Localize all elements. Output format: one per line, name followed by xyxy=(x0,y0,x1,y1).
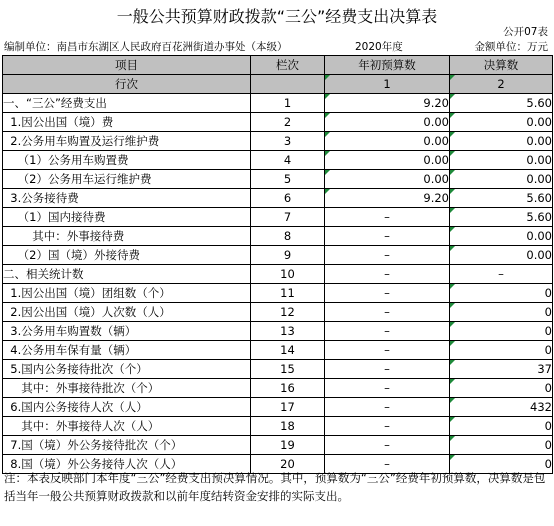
row-item-label[interactable]: 二、相关统计数 xyxy=(3,265,251,284)
table-row xyxy=(3,94,553,113)
row-budget-value[interactable]: 0.00 xyxy=(325,151,450,170)
row-budget-value[interactable]: – xyxy=(325,208,450,227)
row-seq[interactable]: 10 xyxy=(251,265,325,284)
row-item-label[interactable]: （2）公务用车运行维护费 xyxy=(3,170,251,189)
row-budget-value[interactable]: 0.00 xyxy=(325,170,450,189)
row-budget-value[interactable]: – xyxy=(325,455,450,474)
row-actual-value[interactable]: 0 xyxy=(450,341,553,360)
row-seq[interactable]: 17 xyxy=(251,398,325,417)
reporting-unit: 编制单位：南昌市东湖区人民政府百花洲街道办事处（本级） xyxy=(4,41,288,53)
table-body xyxy=(3,94,553,474)
row-item-label[interactable]: 6.国内公务接待人次（人） xyxy=(3,398,251,417)
row-budget-value[interactable]: – xyxy=(325,360,450,379)
table-row xyxy=(3,265,553,284)
row-actual-value[interactable]: 0.00 xyxy=(450,132,553,151)
row-item-label[interactable]: 4.公务用车保有量（辆） xyxy=(3,341,251,360)
report-title: 一般公共预算财政拨款“三公”经费支出决算表 xyxy=(116,7,438,26)
table-row xyxy=(3,227,553,246)
row-actual-value[interactable]: 0 xyxy=(450,436,553,455)
row-actual-value[interactable]: 0.00 xyxy=(450,170,553,189)
table-row xyxy=(3,113,553,132)
row-actual-value[interactable]: 0 xyxy=(450,379,553,398)
header-actual[interactable]: 决算数 xyxy=(450,56,553,75)
row-budget-value[interactable]: – xyxy=(325,436,450,455)
footnote: 注：本表反映部门本年度“三公”经费支出预决算情况。其中，预算数为“三公”经费年初预算数，决算数是包括当年一般公共预算财政拨款和以前年度结转资金安排的实际支出。 xyxy=(4,471,546,503)
row-actual-value[interactable]: 5.60 xyxy=(450,189,553,208)
row-actual-value[interactable]: 0 xyxy=(450,455,553,474)
row-seq[interactable]: 14 xyxy=(251,341,325,360)
row-seq[interactable]: 20 xyxy=(251,455,325,474)
row-item-label[interactable]: （2）国（境）外接待费 xyxy=(3,246,251,265)
header-seq[interactable]: 栏次 xyxy=(251,56,325,75)
table-row xyxy=(3,398,553,417)
row-actual-value[interactable]: 5.60 xyxy=(450,94,553,113)
table-row xyxy=(3,246,553,265)
table-row xyxy=(3,284,553,303)
row-item-label[interactable]: 3.公务接待费 xyxy=(3,189,251,208)
row-actual-value[interactable]: 0 xyxy=(450,322,553,341)
row-item-label[interactable]: （1）国内接待费 xyxy=(3,208,251,227)
header-budget[interactable]: 年初预算数 xyxy=(325,56,450,75)
row-budget-value[interactable]: – xyxy=(325,284,450,303)
row-actual-value[interactable]: 0.00 xyxy=(450,151,553,170)
row-seq[interactable]: 7 xyxy=(251,208,325,227)
row-seq[interactable]: 4 xyxy=(251,151,325,170)
row-actual-value[interactable]: 0 xyxy=(450,303,553,322)
row-item-label[interactable]: 1.因公出国（境）团组数（个） xyxy=(3,284,251,303)
subheader-item[interactable]: 行次 xyxy=(3,75,251,94)
row-item-label[interactable]: 2.公务用车购置及运行维护费 xyxy=(3,132,251,151)
row-seq[interactable]: 13 xyxy=(251,322,325,341)
table-subheader-row xyxy=(3,75,553,94)
expenditure-table xyxy=(2,55,553,474)
row-item-label[interactable]: 2.因公出国（境）人次数（人） xyxy=(3,303,251,322)
table-row xyxy=(3,379,553,398)
row-seq[interactable]: 12 xyxy=(251,303,325,322)
subheader-actual[interactable]: 2 xyxy=(450,75,553,94)
row-budget-value[interactable]: 9.20 xyxy=(325,189,450,208)
row-budget-value[interactable]: – xyxy=(325,322,450,341)
row-item-label[interactable]: 其中：外事接待人次（人） xyxy=(3,417,251,436)
table-row xyxy=(3,417,553,436)
row-budget-value[interactable]: – xyxy=(325,341,450,360)
table-row xyxy=(3,151,553,170)
row-item-label[interactable]: 3.公务用车购置数（辆） xyxy=(3,322,251,341)
row-seq[interactable]: 3 xyxy=(251,132,325,151)
table-header-row xyxy=(3,56,553,75)
table-row xyxy=(3,208,553,227)
row-budget-value[interactable]: – xyxy=(325,246,450,265)
header-item[interactable]: 项目 xyxy=(3,56,251,75)
row-seq[interactable]: 9 xyxy=(251,246,325,265)
row-seq[interactable]: 8 xyxy=(251,227,325,246)
currency-unit: 金额单位：万元 xyxy=(474,41,548,53)
row-actual-value[interactable]: 5.60 xyxy=(450,208,553,227)
row-actual-value[interactable]: 0.00 xyxy=(450,227,553,246)
row-budget-value[interactable]: – xyxy=(325,398,450,417)
row-item-label[interactable]: （1）公务用车购置费 xyxy=(3,151,251,170)
row-seq[interactable]: 11 xyxy=(251,284,325,303)
row-item-label[interactable]: 1.因公出国（境）费 xyxy=(3,113,251,132)
row-budget-value[interactable]: – xyxy=(325,227,450,246)
form-number: 公开07表 xyxy=(503,26,548,38)
row-item-label[interactable]: 5.国内公务接待批次（个） xyxy=(3,360,251,379)
row-actual-value[interactable]: 432 xyxy=(450,398,553,417)
row-actual-value[interactable]: 0.00 xyxy=(450,246,553,265)
row-item-label[interactable]: 7.国（境）外公务接待批次（个） xyxy=(3,436,251,455)
row-budget-value[interactable]: – xyxy=(325,265,450,284)
table-row xyxy=(3,322,553,341)
row-actual-value[interactable]: 0 xyxy=(450,284,553,303)
table-row xyxy=(3,341,553,360)
row-item-label[interactable]: 其中：外事接待批次（个） xyxy=(3,379,251,398)
row-seq[interactable]: 1 xyxy=(251,94,325,113)
row-budget-value[interactable]: 0.00 xyxy=(325,132,450,151)
row-seq[interactable]: 15 xyxy=(251,360,325,379)
row-budget-value[interactable]: 9.20 xyxy=(325,94,450,113)
subheader-seq[interactable] xyxy=(251,75,325,94)
report-meta xyxy=(0,39,554,53)
table-row xyxy=(3,360,553,379)
row-budget-value[interactable]: 0.00 xyxy=(325,113,450,132)
row-seq[interactable]: 2 xyxy=(251,113,325,132)
row-actual-value[interactable]: 0 xyxy=(450,417,553,436)
row-budget-value[interactable]: – xyxy=(325,379,450,398)
table-row xyxy=(3,303,553,322)
row-seq[interactable]: 19 xyxy=(251,436,325,455)
row-item-label[interactable]: 其中：外事接待费 xyxy=(3,227,251,246)
row-actual-value[interactable]: 37 xyxy=(450,360,553,379)
row-seq[interactable]: 6 xyxy=(251,189,325,208)
table-row xyxy=(3,132,553,151)
report-year: 2020年度 xyxy=(355,41,403,53)
row-seq[interactable]: 18 xyxy=(251,417,325,436)
row-seq[interactable]: 16 xyxy=(251,379,325,398)
row-budget-value[interactable]: – xyxy=(325,303,450,322)
row-actual-value[interactable]: 0.00 xyxy=(450,113,553,132)
row-item-label[interactable]: 8.国（境）外公务接待人次（人） xyxy=(3,455,251,474)
subheader-budget[interactable]: 1 xyxy=(325,75,450,94)
row-item-label[interactable]: 一、“三公”经费支出 xyxy=(3,94,251,113)
row-seq[interactable]: 5 xyxy=(251,170,325,189)
row-budget-value[interactable]: – xyxy=(325,417,450,436)
table-row xyxy=(3,436,553,455)
table-row xyxy=(3,170,553,189)
table-row xyxy=(3,189,553,208)
row-actual-value[interactable]: – xyxy=(450,265,553,284)
